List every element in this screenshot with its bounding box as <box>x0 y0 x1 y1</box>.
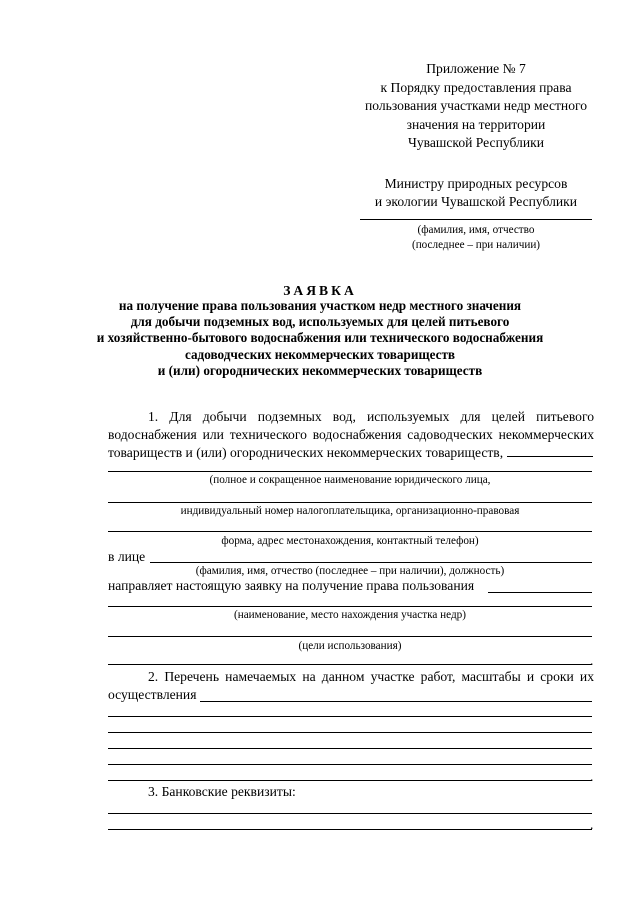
applicant-name-caption <box>352 223 600 252</box>
works-field-line-4[interactable] <box>108 764 592 765</box>
annex-reference <box>352 60 600 153</box>
annex-line: значения на территории <box>406 116 546 132</box>
annex-line: к Порядку предоставления права <box>380 79 572 95</box>
works-field-line-3[interactable] <box>108 748 592 749</box>
caption-inn: индивидуальный номер налогоплательщика, организационно-правовая <box>180 505 520 517</box>
subtitle-line: на получение права пользования участком недр местного значения <box>118 298 522 313</box>
addressee-line: Министру природных ресурсов <box>384 176 568 191</box>
bank-details-line-2[interactable] <box>108 829 592 830</box>
section-1-end-dot: . <box>590 653 594 668</box>
document-subtitle <box>40 298 600 379</box>
subsoil-use-field-inline[interactable] <box>488 592 592 593</box>
bank-details-label: 3. Банковские реквизиты: <box>148 784 296 799</box>
works-field-line-5[interactable] <box>108 780 592 781</box>
subtitle-line: для добычи подземных вод, используемых для целей питьевого <box>130 314 510 330</box>
applicant-field-line-3[interactable] <box>108 531 592 532</box>
annex-line: пользования участками недр местного <box>364 98 588 114</box>
representative-field-line[interactable] <box>150 562 592 563</box>
section-2-text: 2. Перечень намечаемых на данном участке работ, масштабы и сроки их осуществления <box>108 669 594 702</box>
caption-representative: (фамилия, имя, отчество (последнее – при наличии), должность) <box>195 565 505 577</box>
section-1-paragraph <box>108 408 594 462</box>
applicant-field-line-1[interactable] <box>108 471 592 472</box>
caption-subsoil-site: (наименование, место нахождения участка недр) <box>234 609 466 621</box>
caption-purpose: (цели использования) <box>298 640 402 652</box>
section-2-end-dot: . <box>590 769 594 784</box>
annex-line: Приложение № 7 <box>426 61 526 76</box>
annex-line: Чувашской Республики <box>408 135 544 151</box>
section-3-end-dot: . <box>590 817 594 832</box>
addressee <box>352 175 600 211</box>
submits-text: направляет настоящую заявку на получение права пользования <box>108 578 475 593</box>
caption-legal-name: (полное и сокращенное наименование юридического лица, <box>209 474 491 486</box>
works-field-line-1[interactable] <box>108 716 592 717</box>
addressee-line: и экологии Чувашской Республики <box>374 194 578 209</box>
caption-line: (фамилия, имя, отчество <box>417 224 535 236</box>
caption-line: (последнее – при наличии) <box>411 238 541 251</box>
applicant-field-line-2[interactable] <box>108 502 592 503</box>
caption-legal-form: форма, адрес местонахождения, контактный телефон) <box>221 535 479 547</box>
subtitle-line: и хозяйственно-бытового водоснабжения или технического водоснабжения <box>96 330 544 346</box>
applicant-name-field-line[interactable] <box>360 219 592 220</box>
bank-details-line-1[interactable] <box>108 813 592 814</box>
subtitle-line: садоводческих некоммерческих товариществ <box>184 346 456 362</box>
applicant-field-inline[interactable] <box>507 446 593 457</box>
section-1-final-line[interactable] <box>108 664 592 665</box>
subtitle-line: и (или) огороднических некоммерческих товариществ <box>157 362 483 378</box>
works-field-line-2[interactable] <box>108 732 592 733</box>
in-person-label: в лице <box>108 549 146 564</box>
subsoil-site-field-line[interactable] <box>108 606 592 607</box>
section-1-text: 1. Для добычи подземных вод, используемых для целей питьевого водоснабжения или технического водоснабжения садоводческих некоммерческих товариществ и (или) огороднических некоммерческих товариществ, <box>108 409 594 460</box>
document-title: ЗАЯВКА <box>283 283 357 298</box>
works-field-inline[interactable] <box>200 701 592 702</box>
purpose-field-line[interactable] <box>108 636 592 637</box>
section-2-paragraph <box>108 668 594 704</box>
